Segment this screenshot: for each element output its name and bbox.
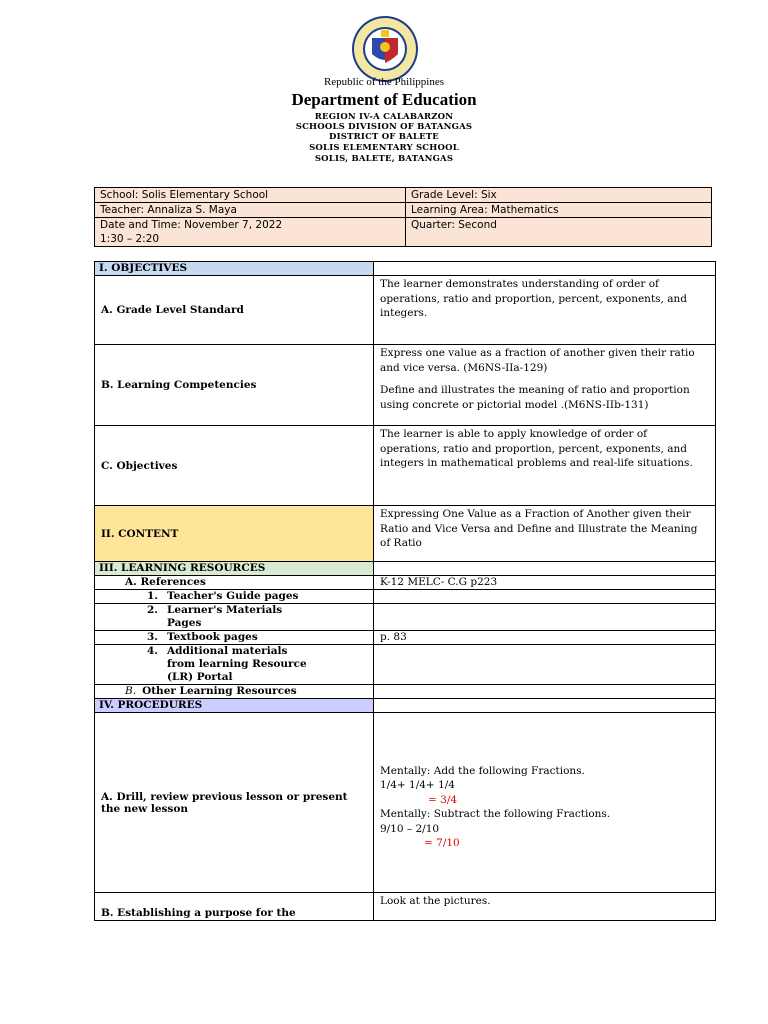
lm-pages-value bbox=[374, 604, 716, 631]
objectives-heading-blank bbox=[374, 262, 716, 276]
school-line: SOLIS ELEMENTARY SCHOOL bbox=[309, 143, 459, 153]
additional-materials-value bbox=[374, 645, 716, 685]
date-text: Date and Time: November 7, 2022 bbox=[100, 219, 283, 231]
drill-line-2: 1/4+ 1/4+ 1/4 bbox=[380, 779, 455, 791]
area-cell: Learning Area: Mathematics bbox=[406, 203, 712, 218]
republic-line: Republic of the Philippines bbox=[323, 76, 445, 88]
drill-line-4: 9/10 – 2/10 bbox=[380, 822, 440, 835]
drill-line-3: Mentally: Subtract the following Fractions. bbox=[380, 808, 611, 820]
item-label: Learner's Materials Pages bbox=[167, 604, 283, 629]
procedures-heading: IV. PROCEDURES bbox=[95, 699, 374, 713]
department-title: Department of Education bbox=[291, 90, 477, 109]
objectives-label: C. Objectives bbox=[95, 426, 374, 506]
content-heading: II. CONTENT bbox=[95, 506, 374, 562]
drill-line-1: Mentally: Add the following Fractions. bbox=[380, 764, 585, 777]
purpose-text: Look at the pictures. bbox=[374, 893, 716, 921]
quarter-cell: Quarter: Second bbox=[406, 218, 712, 247]
grade-standard-label: A. Grade Level Standard bbox=[95, 276, 374, 345]
objectives-text: The learner is able to apply knowledge of order of operations, ratio and proportion, percent, exponents, and integers in mathematical problems and real-life situations. bbox=[374, 426, 716, 506]
textbook-pages-label bbox=[95, 631, 374, 645]
item-label: Additional materials from learning Resource (LR) Portal bbox=[167, 645, 307, 683]
drill-answer-1: = 3/4 bbox=[428, 793, 458, 806]
procedures-heading-blank bbox=[374, 699, 716, 713]
time-text: 1:30 – 2:20 bbox=[100, 233, 160, 245]
address-line: SOLIS, BALETE, BATANGAS bbox=[314, 154, 454, 164]
purpose-label: B. Establishing a purpose for the bbox=[95, 893, 374, 921]
textbook-pages-value: p. 83 bbox=[374, 631, 716, 645]
other-resources-value bbox=[374, 685, 716, 699]
tg-pages-value bbox=[374, 590, 716, 604]
additional-materials-label bbox=[95, 645, 374, 685]
competency-1: Express one value as a fraction of another given their ratio and vice versa. (M6NS-IIa-129) bbox=[380, 347, 695, 374]
deped-seal-logo bbox=[350, 14, 420, 84]
other-resources-label bbox=[95, 685, 374, 699]
resources-heading-blank bbox=[374, 562, 716, 576]
competency-2: Define and illustrates the meaning of ratio and proportion using concrete or pictorial model .(M6NS-IIb-131) bbox=[380, 384, 690, 411]
competencies-label: B. Learning Competencies bbox=[95, 345, 374, 426]
lm-pages-label bbox=[95, 604, 374, 631]
objectives-heading: I. OBJECTIVES bbox=[95, 262, 374, 276]
division-line: SCHOOLS DIVISION OF BATANGAS bbox=[295, 122, 473, 132]
references-label: A. References bbox=[95, 576, 374, 590]
item-num: 3. bbox=[147, 631, 158, 643]
item-num: 2. bbox=[147, 604, 158, 616]
datetime-cell bbox=[95, 218, 406, 247]
item-label: Teacher's Guide pages bbox=[167, 590, 299, 602]
grade-standard-text: The learner demonstrates understanding of order of operations, ratio and proportion, percent, exponents, and integers. bbox=[374, 276, 716, 345]
item-num: 1. bbox=[147, 590, 158, 602]
tg-pages-label bbox=[95, 590, 374, 604]
drill-answer-2: = 7/10 bbox=[424, 837, 460, 849]
item-label: Textbook pages bbox=[167, 631, 258, 643]
region-line: REGION IV-A CALABARZON bbox=[314, 112, 454, 122]
references-value: K-12 MELC- C.G p223 bbox=[374, 576, 716, 590]
info-table bbox=[94, 187, 712, 247]
content-text: Expressing One Value as a Fraction of Another given their Ratio and Vice Versa and Define and Illustrate the Meaning of Ratio bbox=[374, 506, 716, 562]
district-line: DISTRICT OF BALETE bbox=[329, 132, 439, 142]
item-num: 4. bbox=[147, 645, 158, 657]
competencies-cell bbox=[374, 345, 716, 426]
drill-label: A. Drill, review previous lesson or present the new lesson bbox=[95, 713, 374, 893]
school-cell: School: Solis Elementary School bbox=[95, 188, 406, 203]
other-text: Other Learning Resources bbox=[142, 685, 297, 697]
lesson-plan-table bbox=[94, 261, 716, 921]
grade-cell: Grade Level: Six bbox=[406, 188, 712, 203]
resources-heading: III. LEARNING RESOURCES bbox=[95, 562, 374, 576]
teacher-cell: Teacher: Annaliza S. Maya bbox=[95, 203, 406, 218]
other-letter: B. bbox=[125, 685, 137, 697]
drill-cell bbox=[374, 713, 716, 893]
